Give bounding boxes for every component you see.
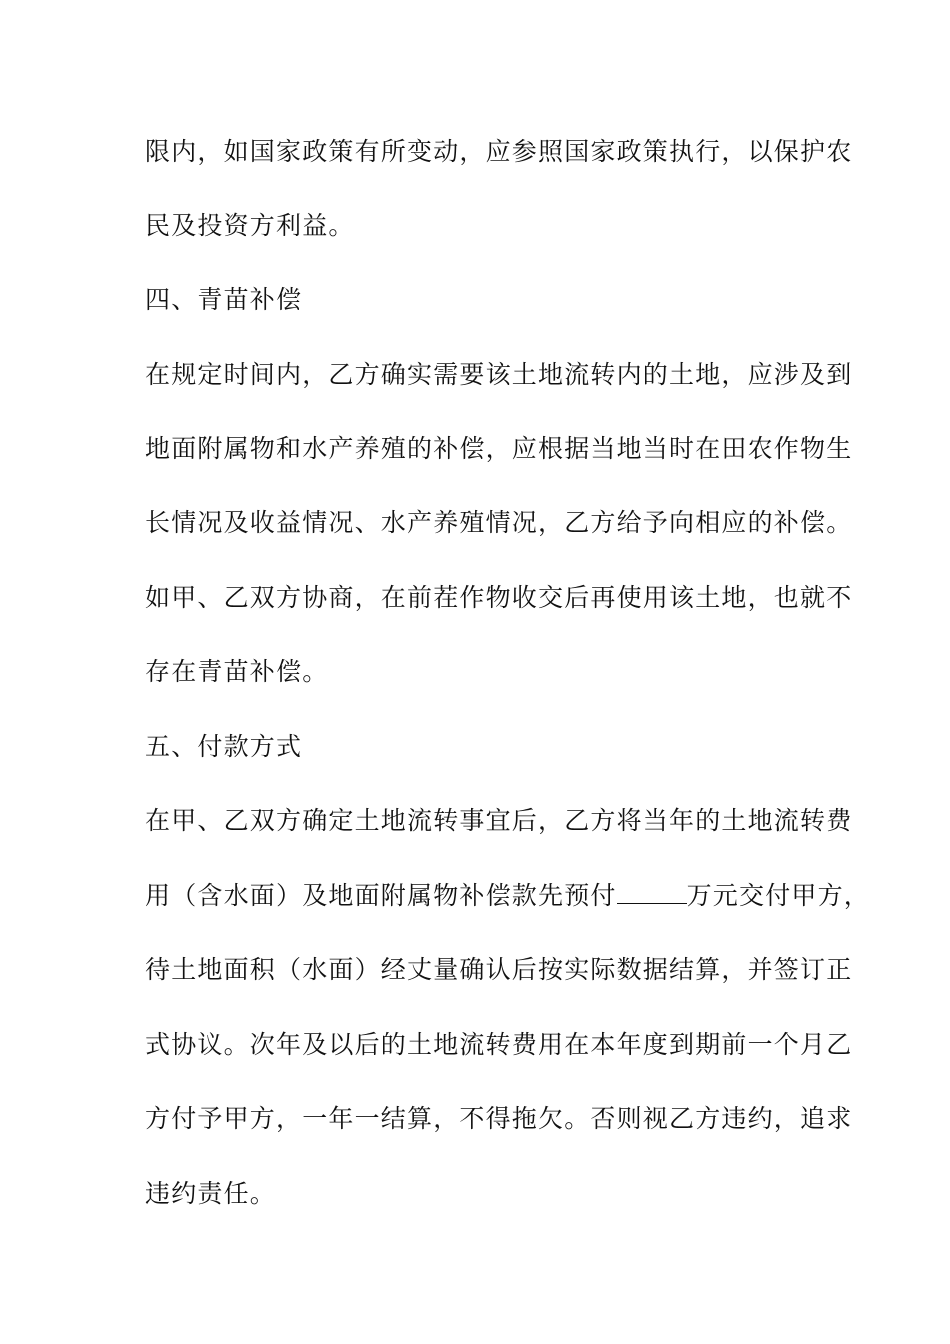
payment-amount-line xyxy=(145,881,870,911)
paragraph-line: 方付予甲方，一年一结算，不得拖欠。否则视乙方违约，追求 xyxy=(145,1104,853,1133)
paragraph-line: 限内，如国家政策有所变动，应参照国家政策执行，以保护农 xyxy=(145,137,853,166)
section-heading-payment-method: 五、付款方式 xyxy=(145,732,303,761)
paragraph-line: 存在青苗补偿。 xyxy=(145,657,329,686)
paragraph-line: 地面附属物和水产养殖的补偿，应根据当地当时在田农作物生 xyxy=(145,434,853,463)
paragraph-line: 如甲、乙双方协商，在前茬作物收交后再使用该土地，也就不 xyxy=(145,583,853,612)
paragraph-line: 待土地面积（水面）经丈量确认后按实际数据结算，并签订正 xyxy=(145,955,853,984)
paragraph-line: 违约责任。 xyxy=(145,1179,277,1208)
paragraph-line: 民及投资方利益。 xyxy=(145,211,355,240)
section-heading-seedling-compensation: 四、青苗补偿 xyxy=(145,285,303,314)
payment-text-before: 用（含水面）及地面附属物补偿款先预付 xyxy=(145,881,617,910)
amount-blank-field xyxy=(617,881,687,904)
paragraph-line: 在甲、乙双方确定土地流转事宜后，乙方将当年的土地流转费 xyxy=(145,806,853,835)
paragraph-line: 长情况及收益情况、水产养殖情况，乙方给予向相应的补偿。 xyxy=(145,508,853,537)
payment-text-after: 万元交付甲方， xyxy=(686,881,871,910)
paragraph-line: 式协议。次年及以后的土地流转费用在本年度到期前一个月乙 xyxy=(145,1030,853,1059)
paragraph-line: 在规定时间内，乙方确实需要该土地流转内的土地，应涉及到 xyxy=(145,360,853,389)
